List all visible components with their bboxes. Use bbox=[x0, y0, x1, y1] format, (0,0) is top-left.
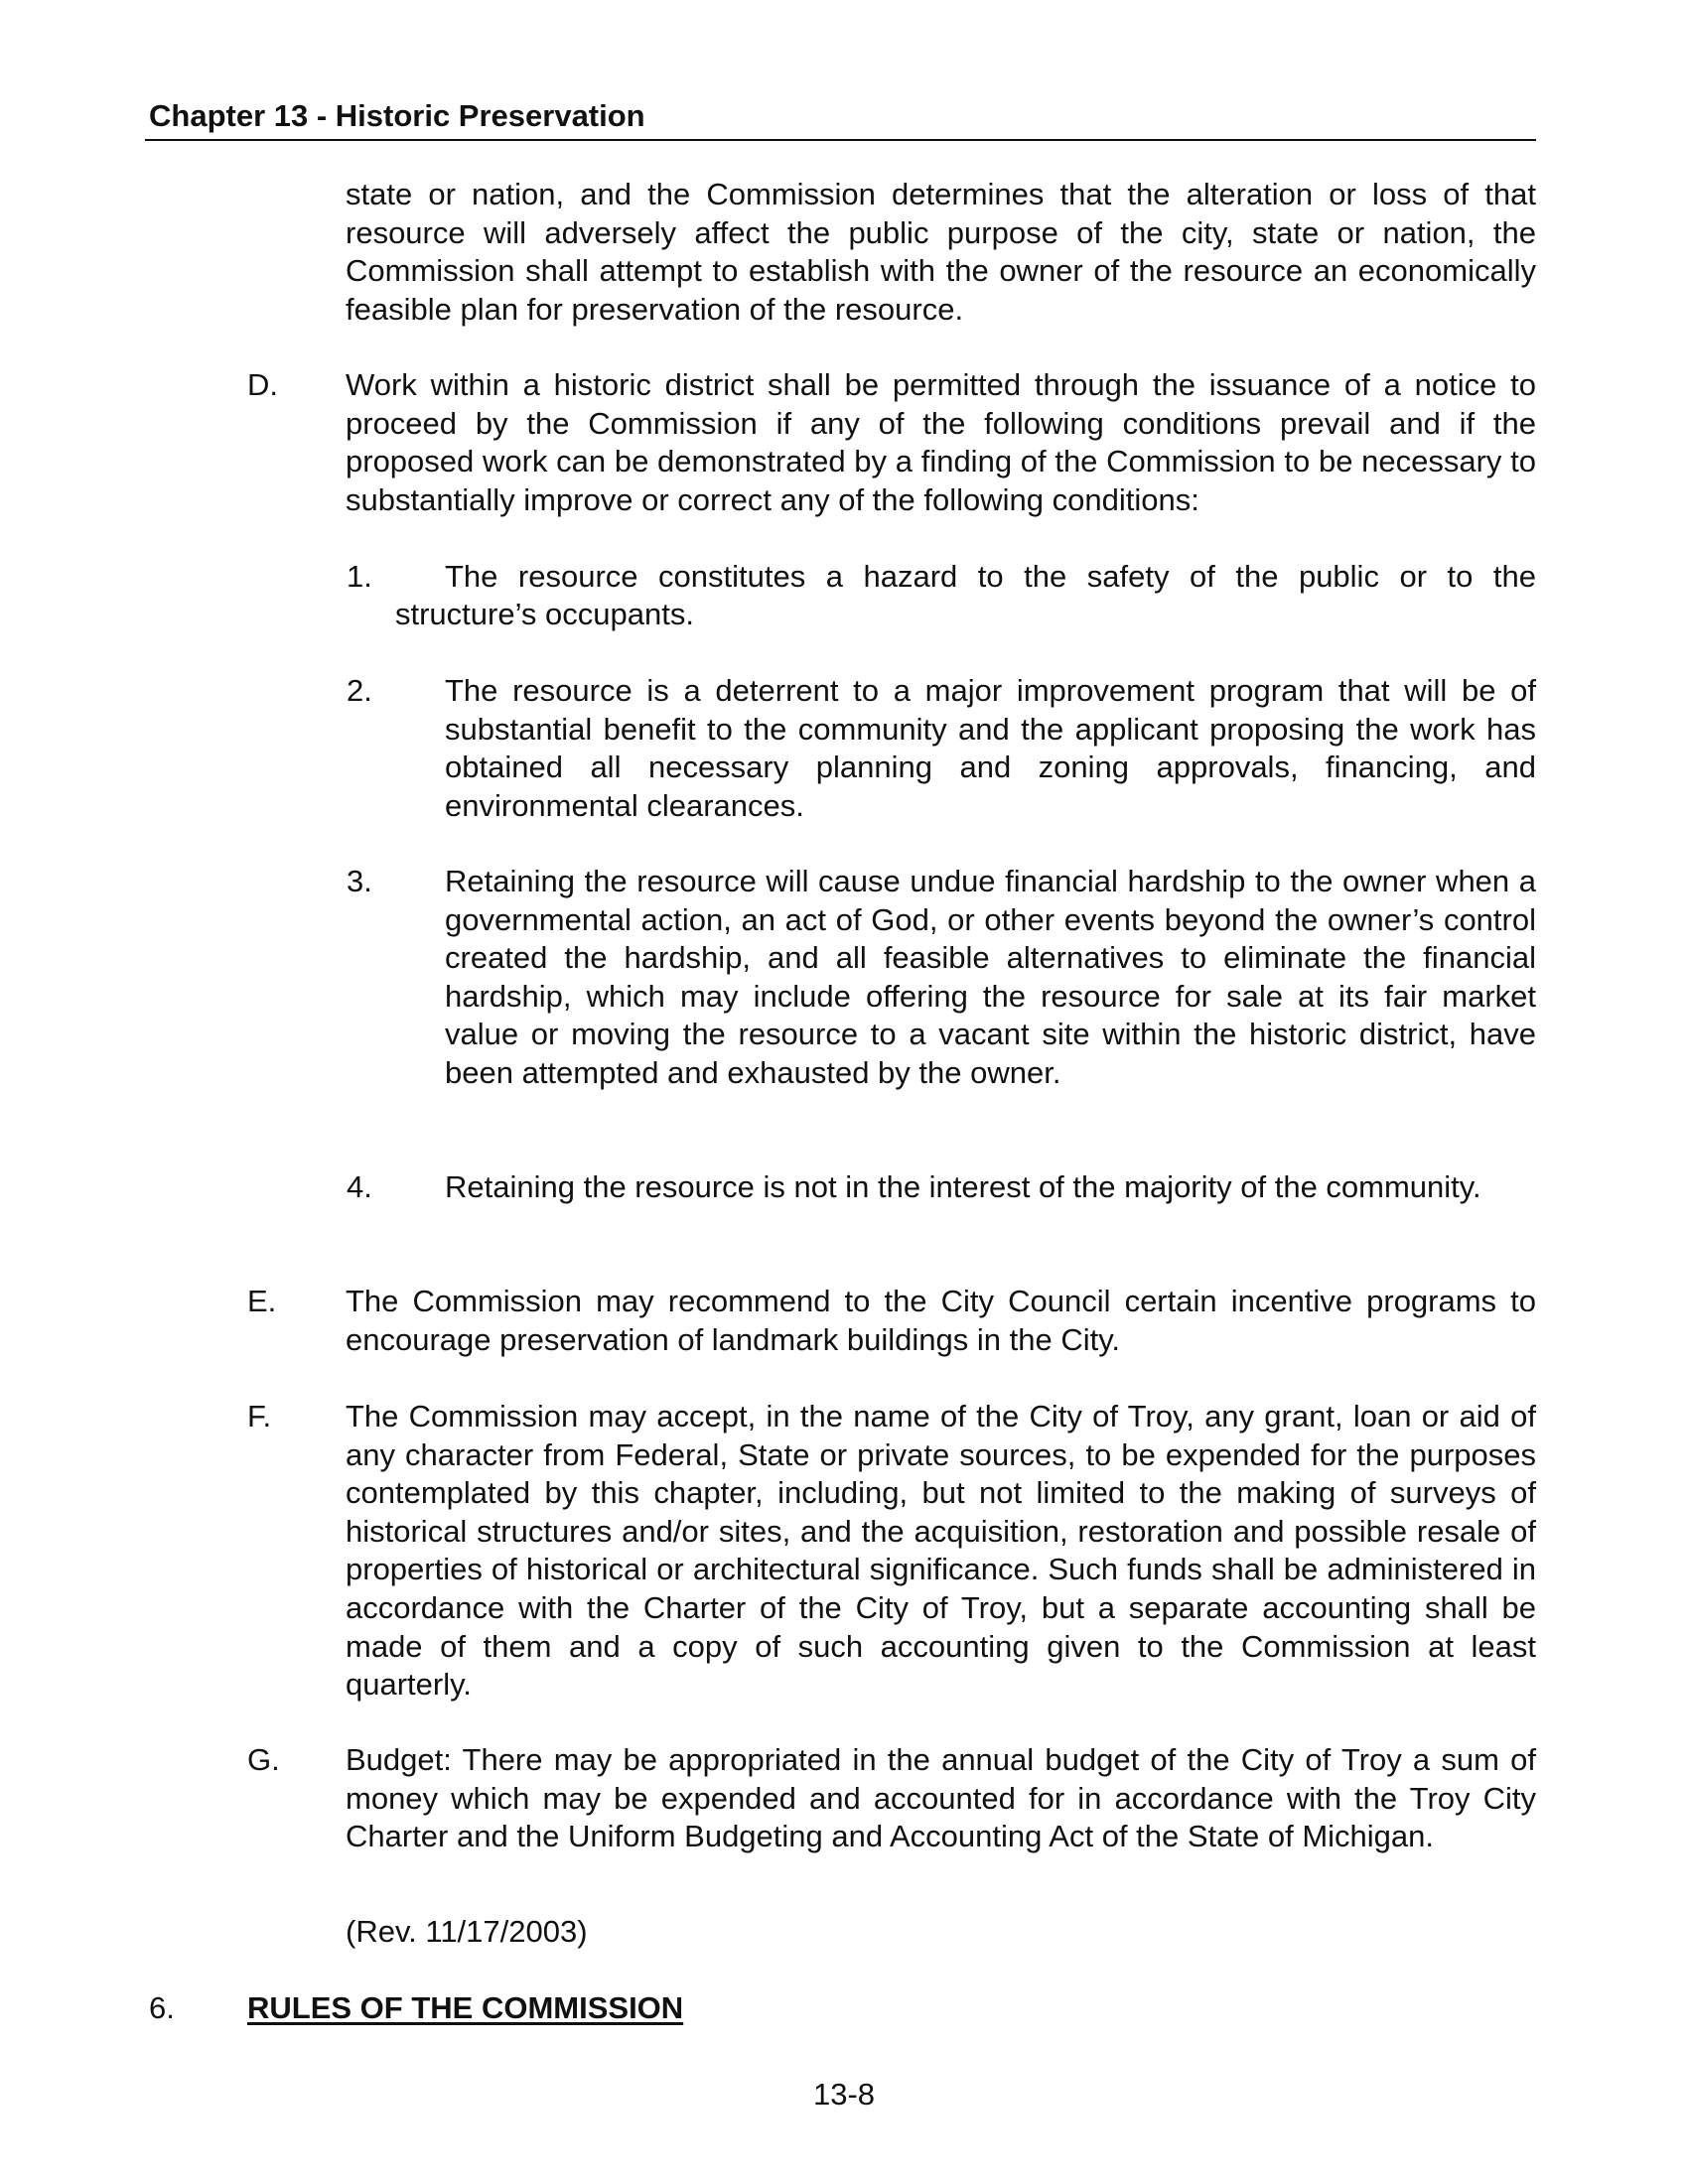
sub-1-text: The resource constitutes a hazard to the safety of the public or to the bbox=[445, 559, 1536, 594]
section-number: 6. bbox=[149, 1990, 175, 2025]
item-g-label: G. bbox=[247, 1742, 280, 1777]
sub-2-label: 2. bbox=[347, 673, 372, 708]
sub-1-text-continued: structure’s occupants. bbox=[395, 597, 694, 631]
section-title: RULES OF THE COMMISSION bbox=[247, 1990, 684, 2025]
continuation-paragraph: state or nation, and the Commission determines that the alteration or loss of that resource will adversely affect the public purpose of the city, state or nation, the Commission shall attempt to establish with the owner of the resource an economically feasible plan for preservation of the resource. bbox=[346, 177, 1536, 327]
page-number: 13-8 bbox=[812, 2077, 876, 2112]
item-g-text: Budget: There may be appropriated in the annual budget of the City of Troy a sum of money which may be expended and accounted for in accordance with the Troy City Charter and the Uniform Budgeting and Accounting Act of the State of Michigan. bbox=[346, 1742, 1536, 1854]
item-e-label: E. bbox=[247, 1284, 277, 1318]
sub-1-label: 1. bbox=[347, 559, 372, 594]
item-e-text: The Commission may recommend to the City Council certain incentive programs to encourage preservation of landmark buildings in the City. bbox=[346, 1284, 1536, 1357]
item-f-text: The Commission may accept, in the name of the City of Troy, any grant, loan or aid of any character from Federal, State or private sources, to be expended for the purposes contemplated by this chapter, including, but not limited to the making of surveys of historical structures and/or sites, and the acquisition, restoration and possible resale of properties of historical or architectural significance. Such funds shall be administered in accordance with the Charter of the City of Troy, but a separate accounting shall be made of them and a copy of such accounting given to the Commission at least quarterly. bbox=[346, 1399, 1536, 1703]
sub-3-label: 3. bbox=[347, 864, 372, 898]
item-f-label: F. bbox=[247, 1399, 272, 1433]
sub-4-label: 4. bbox=[347, 1169, 372, 1204]
sub-3-text: Retaining the resource will cause undue financial hardship to the owner when a governmental action, an act of God, or other events beyond the owner’s control created the hardship, and all feasible alternatives to eliminate the financial hardship, which may include offering the resource for sale at its fair market value or moving the resource to a vacant site within the historic district, have been attempted and exhausted by the owner. bbox=[445, 864, 1536, 1090]
sub-4-text: Retaining the resource is not in the interest of the majority of the community. bbox=[445, 1169, 1481, 1204]
revision-note: (Rev. 11/17/2003) bbox=[346, 1914, 588, 1949]
header-rule bbox=[145, 139, 1536, 141]
item-d-text: Work within a historic district shall be permitted through the issuance of a notice to proceed by the Commission if any of the following conditions prevail and if the proposed work can be demonstrated by a finding of the Commission to be necessary to substantially improve or correct any of the following conditions: bbox=[346, 367, 1536, 517]
item-d-label: D. bbox=[247, 367, 278, 402]
sub-2-text: The resource is a deterrent to a major improvement program that will be of substantial benefit to the community and the applicant proposing the work has obtained all necessary planning and zoning approvals, financing, and environmental clearances. bbox=[445, 673, 1536, 823]
chapter-header: Chapter 13 - Historic Preservation bbox=[149, 98, 645, 133]
